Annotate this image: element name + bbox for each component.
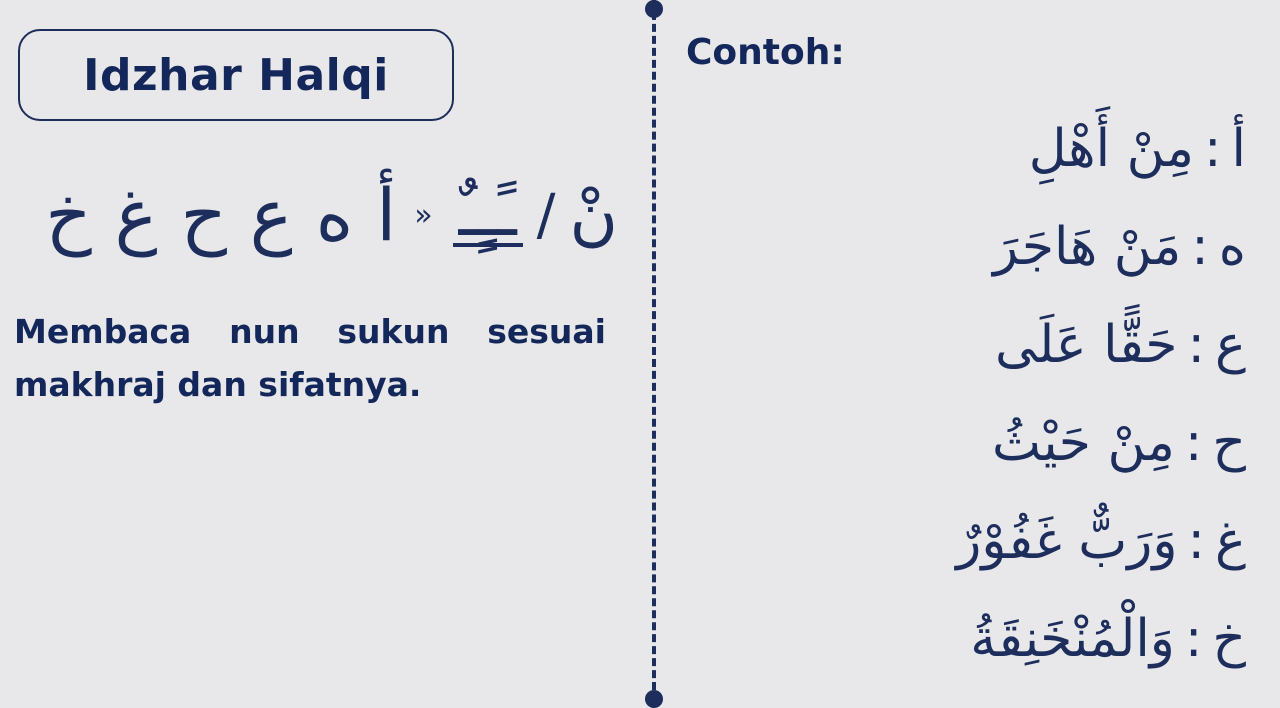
rule-description: Membaca nun sukun sesuai makhraj dan sifatnya. — [14, 312, 606, 404]
example-item — [686, 296, 1246, 394]
example-letter: غ — [1214, 511, 1246, 571]
example-item — [686, 492, 1246, 590]
example-letter: ه — [1218, 217, 1246, 277]
example-text: وَرَبٌّ غَفُوْرٌ — [956, 511, 1178, 571]
example-separator: : — [1204, 119, 1222, 179]
example-text: مِنْ أَهْلِ — [1028, 119, 1195, 179]
divider-bottom-dot — [645, 690, 663, 708]
example-letter: ع — [1214, 315, 1246, 375]
example-letter: ح — [1212, 413, 1246, 473]
example-item — [686, 100, 1246, 198]
example-text: حَقًّا عَلَى — [995, 315, 1178, 375]
rule-arrow: » — [414, 197, 433, 233]
vertical-divider — [652, 0, 656, 702]
title-box — [18, 29, 454, 121]
example-separator: : — [1187, 511, 1205, 571]
divider-top-dot — [645, 0, 663, 18]
rule-slash: / — [536, 182, 556, 248]
example-separator: : — [1191, 217, 1209, 277]
tanwin-marks: ـًـٍـٌ — [453, 183, 523, 247]
example-text: مَنْ هَاجَرَ — [993, 217, 1182, 277]
nun-sukun: نْ — [569, 176, 618, 254]
example-separator: : — [1184, 609, 1203, 669]
idzhar-rule-row — [18, 160, 618, 270]
examples-label: Contoh: — [686, 32, 845, 73]
page-title: Idzhar Halqi — [83, 49, 389, 101]
example-letter: أ — [1231, 119, 1246, 179]
example-item — [686, 590, 1246, 688]
halqi-letters: أ ه ع ح غ خ — [45, 173, 397, 257]
example-separator: : — [1184, 413, 1203, 473]
example-separator: : — [1187, 315, 1205, 375]
example-letter: خ — [1212, 609, 1246, 669]
examples-list — [686, 100, 1246, 688]
example-item — [686, 394, 1246, 492]
example-text: مِنْ حَيْثُ — [992, 413, 1175, 473]
example-text: وَالْمُنْخَنِقَةُ — [970, 609, 1175, 669]
example-item — [686, 198, 1246, 296]
